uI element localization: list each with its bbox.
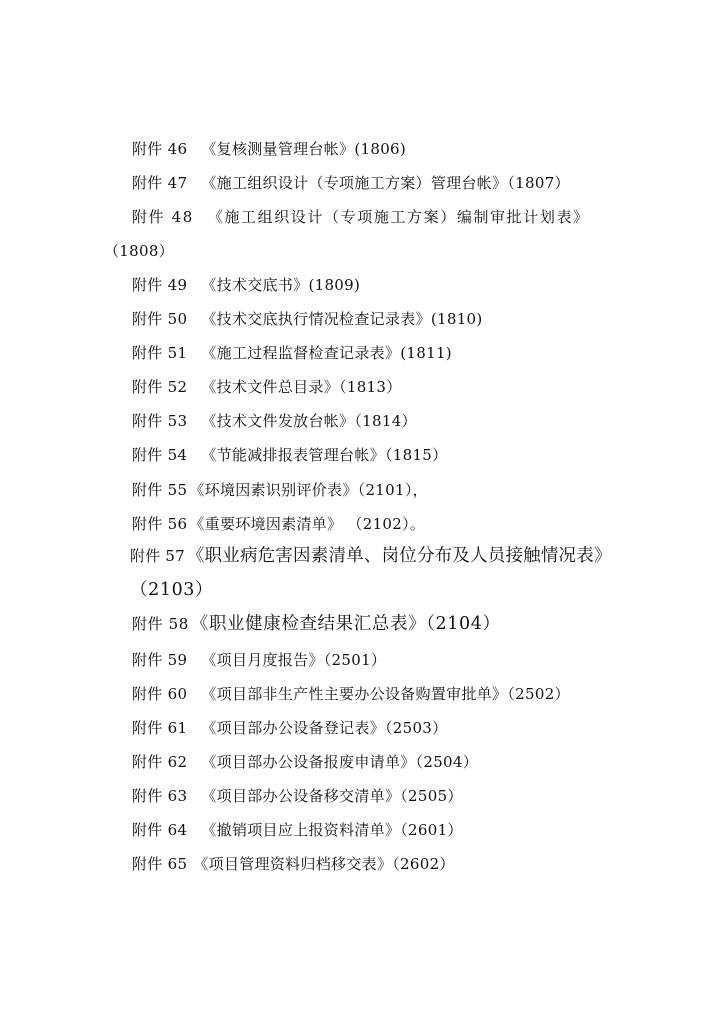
list-item (132, 445, 447, 465)
attachment-title: 《施工过程监督检查记录表》(1811) (201, 344, 452, 362)
attachment-title: 《技术文件总目录》（1813） (201, 378, 402, 396)
list-item (132, 411, 417, 431)
attachment-title: 《项目部非生产性主要办公设备购置审批单》（2502） (201, 685, 570, 703)
attachment-label: 附件 61 (132, 719, 188, 737)
list-item (132, 377, 402, 397)
list-item-continuation (104, 241, 174, 261)
attachment-title: 《技术文件发放台帐》（1814） (201, 412, 417, 430)
attachment-title: 《职业病危害因素清单、岗位分布及人员接触情况表》 (186, 546, 612, 566)
attachment-label: 附件 64 (132, 821, 188, 839)
attachment-label: 附件 53 (132, 412, 188, 430)
list-item (132, 173, 570, 193)
list-item (132, 752, 478, 772)
attachment-title: 《项目管理资料归档移交表》（2602） (193, 855, 455, 873)
attachment-title: 《环境因素识别评价表》（2101）， (189, 481, 428, 499)
attachment-label: 附件 47 (132, 174, 188, 192)
attachment-title: 《技术交底书》(1809) (201, 276, 361, 294)
list-item (132, 684, 570, 704)
list-item (132, 139, 406, 159)
attachment-title: 《施工组织设计（专项施工方案）管理台帐》（1807） (201, 174, 570, 192)
attachment-title: 《复核测量管理台帐》(1806) (201, 140, 407, 158)
list-item (132, 718, 447, 738)
attachment-label: 附件 46 (132, 140, 188, 158)
attachment-title: 《重要环境因素清单》 （2102）。 (189, 515, 426, 533)
list-item (132, 343, 452, 363)
attachment-label: 附件 55 (132, 481, 188, 499)
list-item (132, 614, 501, 634)
list-item (132, 275, 360, 295)
attachment-label: 附件 49 (132, 276, 188, 294)
attachment-label: 附件 59 (132, 651, 188, 669)
attachment-label: 附件 52 (132, 378, 188, 396)
attachment-label: 附件 58 (132, 615, 189, 633)
list-item (132, 309, 483, 329)
list-item (130, 546, 612, 566)
attachment-label: 附件 65 (132, 855, 188, 873)
attachment-label: 附件 56 (132, 515, 188, 533)
attachment-title: 《撤销项目应上报资料清单》（2601） (201, 821, 463, 839)
attachment-label: 附件 57 (130, 547, 185, 565)
attachment-label: 附件 63 (132, 787, 188, 805)
attachment-label: 附件 48 (132, 208, 194, 226)
attachment-label: 附件 50 (132, 310, 188, 328)
attachment-label: 附件 54 (132, 446, 188, 464)
attachment-title-continued: （2103） (130, 580, 214, 600)
list-item (132, 786, 463, 806)
attachment-title: 《技术交底执行情况检查记录表》(1810) (201, 310, 483, 328)
list-item (132, 820, 463, 840)
attachment-label: 附件 51 (132, 344, 188, 362)
attachment-title: 《职业健康检查结果汇总表》（2104） (190, 614, 501, 634)
attachment-label: 附件 62 (132, 753, 188, 771)
list-item (132, 207, 590, 227)
attachment-title: 《项目月度报告》（2501） (201, 651, 387, 669)
attachment-title: 《项目部办公设备报废申请单》（2504） (201, 753, 479, 771)
list-item (132, 854, 455, 874)
attachment-title: 《节能减排报表管理台帐》（1815） (201, 446, 448, 464)
attachment-title: 《施工组织设计（专项施工方案）编制审批计划表》 (207, 208, 590, 226)
attachment-title-continued: （1808） (104, 242, 174, 260)
list-item (132, 514, 425, 534)
attachment-title: 《项目部办公设备移交清单》（2505） (201, 787, 463, 805)
list-item-continuation (130, 580, 213, 600)
list-item (132, 650, 386, 670)
attachment-title: 《项目部办公设备登记表》（2503） (201, 719, 448, 737)
list-item (132, 480, 428, 500)
attachment-label: 附件 60 (132, 685, 188, 703)
